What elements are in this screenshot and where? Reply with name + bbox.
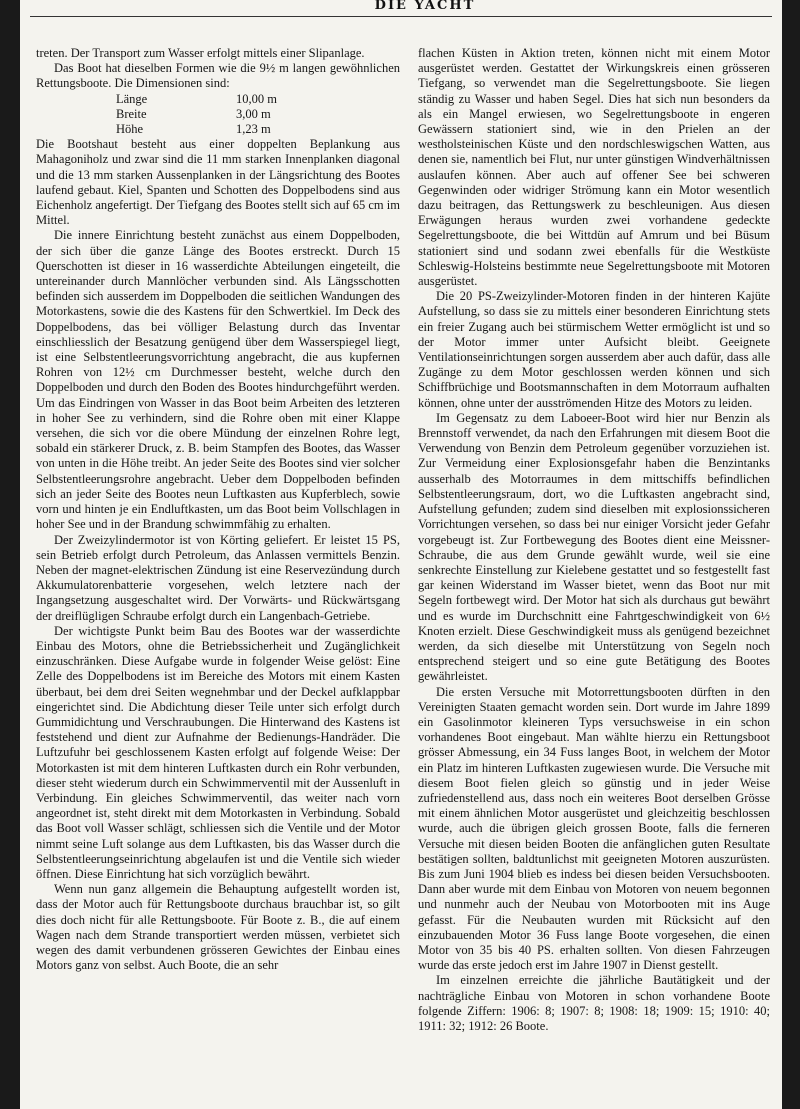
right-paragraph-4: Die ersten Versuche mit Motorrettungsbooten dürften in den Vereinigten Staaten gemacht worden sein. Dort wurde im Jahre 1899 ein Gasolinmotor kleineren Typs versuchsweise in ein schon vorhandenes Boot eingebaut. Man wählte hierzu ein Rettungsboot grösser Abmessung, ein 34 Fuss langes Boot, in welchem der Motor ein Platz im hinteren Luftkasten zugewiesen wurde. Die Versuche mit diesem Boot fielen gleich so günstig und in jeder Weise zufriedenstellend aus, dass noch ein weiteres Boot derselben Grösse mit einem ähnlichen Motor ausgerüstet und gleichzeitig beschlossen wurde, auch die übrigen gleich grossen Boote, falls die ferneren Versuche mit diesen beiden Booten die anfänglichen guten Resultate bestätigen sollten, baldtunlichst mit geeigneten Motoren auszurüsten. Bis zum Juni 1904 blieb es indess bei diesen beiden Versuchsbooten. Dann aber wurde mit dem Einbau von Motoren von neuem begonnen und nunmehr auch der Neubau von Motorbooten mit ins Auge gefasst. Für die Neubauten wurden mit Rücksicht auf den einzubauenden Motor 36 Fuss lange Boote vorgesehen, die einen Motor von 35 bis 40 PS. erhalten sollten. Von diesen Fahrzeugen wurde das erste jedoch erst im Jahre 1907 in Dienst gestellt. xyxy=(418,684,770,973)
dimension-value: 3,00 m xyxy=(236,106,271,121)
dimension-label: Breite xyxy=(116,106,147,121)
left-column xyxy=(36,46,400,973)
left-paragraph-3: Die Bootshaut besteht aus einer doppelten Beplankung aus Mahagoniholz und zwar sind die 11 mm starken Innenplanken diagonal und die 13 mm starken Aussenplanken in der Längsrichtung des Bootes laufend gebaut. Kiel, Spanten und Schotten des Doppelbodens sind aus Eichenholz angefertigt. Der Tiefgang des Bootes stellt sich auf 65 cm im Mittel. xyxy=(36,137,400,228)
left-paragraph-2: Das Boot hat dieselben Formen wie die 9½ m langen gewöhnlichen Rettungsboote. Die Dimensionen sind: xyxy=(36,61,400,91)
header-rule xyxy=(30,16,772,17)
dimension-row xyxy=(116,92,277,107)
right-paragraph-5: Im einzelnen erreichte die jährliche Bautätigkeit und der nachträgliche Einbau von Motoren in schon vorhandene Boote folgende Ziffern: 1906: 8; 1907: 8; 1908: 18; 1909: 15; 1910: 40; 1911: 32; 1912: 26 Boote. xyxy=(418,973,770,1033)
left-paragraph-4: Die innere Einrichtung besteht zunächst aus einem Doppelboden, der sich über die ganze Länge des Bootes erstreckt. Durch 15 Querschotten ist dieser in 16 wasserdichte Abteilungen eingeteilt, die untereinander durch Mannlöcher verbunden sind. Als Längsschotten befinden sich ausserdem im Doppelboden die seitlichen Wandungen des Motorkastens, sowie die des Kastens für den Schwertkiel. Im Deck des Doppelbodens, das bei völliger Belastung durch das Inventar einschliesslich der Besatzung genügend über dem Wasserspiegel liegt, ist eine Selbstentleerungsvorrichtung angebracht, die aus kupfernen Rohren von 12½ cm Durchmesser besteht, welche durch den Doppelboden und durch den Boden des Bootes hindurchgeführt werden. Um das Eindringen von Wasser in das Boot beim Arbeiten des letzteren in hoher See zu verhindern, sind die Rohre oben mit einer Klappe versehen, die sich vor die obere Mündung der einzelnen Rohre legt, sobald ein stärkerer Druck, z. B. beim Stampfen des Bootes, das Wasser von unten in die Höhe treibt. An jeder Seite des Bootes sind vier solcher Selbstentleerungsrohre angebracht. Ueber dem Doppelboden befinden sich an jeder Seite des Bootes neun Luftkasten aus Kupferblech, sowie vorn und hinten je ein Endluftkasten, um das Boot beim Vollschlagen in hoher See und in der Brandung schwimmfähig zu erhalten. xyxy=(36,228,400,532)
right-column xyxy=(418,46,770,1034)
left-paragraph-6: Der wichtigste Punkt beim Bau des Bootes war der wasserdichte Einbau des Motors, ohne die Betriebssicherheit und Zugänglichkeit einzuschränken. Diese Aufgabe wurde in folgender Weise gelöst: Eine Zelle des Doppelbodens ist im Bereiche des Motors mit einem Kasten überbaut, bei dem drei Seiten wegnehmbar und der Deckel aufklappbar eingerichtet sind. Die Abdichtung dieser Teile unter sich erfolgt durch Gummidichtung und Verschraubungen. Die Hinterwand des Kastens ist feststehend und dient zur Aufnahme der Bedienungs-Handräder. Die Luftzufuhr bei geschlossenem Kasten erfolgt auf folgende Weise: Der Motorkasten ist mit dem hinteren Luftkasten durch ein Rohr verbunden, dieser steht wiederum durch ein Schwimmerventil mit der Aussenluft in Verbindung. Ein gleiches Schwimmerventil, das weiter nach vorn angeordnet ist, steht direkt mit dem Motorkasten in Verbindung. Sobald das Boot voll Wasser schlägt, schliessen sich die Ventile und der Motor nimmt seine Luft solange aus dem Luftkasten, bis das Wasser durch die Selbstentleerungseinrichtung abgelaufen ist und die Ventile sich wieder öffnen. Diese Einrichtung hat sich vorzüglich bewährt. xyxy=(36,623,400,881)
dimension-label: Länge xyxy=(116,91,148,106)
left-paragraph-7: Wenn nun ganz allgemein die Behauptung aufgestellt worden ist, dass der Motor auch für Rettungsboote durchaus brauchbar ist, so gilt dies doch nicht für alle Rettungsboote. Für Boote z. B., die auf einem Wagen nach dem Strande transportiert werden müssen, verbietet sich wegen des damit verbundenen grösseren Gewichtes der Einbau eines Motors ganz von selbst. Auch Boote, die an sehr xyxy=(36,882,400,973)
dimension-row xyxy=(116,107,277,122)
dimension-value: 10,00 m xyxy=(236,91,277,106)
left-paragraph-5: Der Zweizylindermotor ist von Körting geliefert. Er leistet 15 PS, sein Betrieb erfolgt durch Petroleum, das Anlassen vermittels Benzin. Neben der magnet-elektrischen Zündung ist eine Reservezündung durch Akkumulatorenbatterie vorgesehen, welch letztere nach der Ingangsetzung ausgeschaltet wird. Der Vorwärts- und Rückwärtsgang der dreiflügligen Schraube erfolgt durch ein Langenbach-Getriebe. xyxy=(36,532,400,623)
dimensions-table xyxy=(116,92,277,138)
dimension-label: Höhe xyxy=(116,122,144,137)
right-paragraph-2: Die 20 PS-Zweizylinder-Motoren finden in der hinteren Kajüte Aufstellung, so dass sie zu mittels einer besonderen Einrichtung stets ein freier Zugang auch bei stürmischem Wetter ermöglicht ist und so der Motor immer unter Aufsicht bleibt. Geeignete Ventilationseinrichtungen sorgen ausserdem aber auch dafür, dass alle Zugänge zu dem Motor geschlossen werden können und sich Schiffbrüchige und Bootsmannschaften in dem Motorraum aufhalten können, ohne unter der ausströmenden Hitze des Motors zu leiden. xyxy=(418,289,770,410)
scanned-page xyxy=(20,0,782,1109)
right-paragraph-1: flachen Küsten in Aktion treten, können nicht mit einem Motor ausgerüstet werden. Gestattet der Wirkungskreis einen grösseren Tiefgang, so verwendet man die Segelrettungsboote. Sie liegen ständig zu Wasser und haben Segel. Dies hat sich nun besonders da als ein Mangel erwiesen, wo Segelrettungsboote in engeren Gewässern stationiert sind, wie in den Prielen an der westholsteinischen Küste und den nordschleswigschen Watten, aus denen sie, namentlich bei Flut, nur unter günstigen Windverhältnissen auslaufen können. Aber auch auf offener See bei schweren Gegenwinden oder widriger Strömung kann ein Motor wesentlich dazu beitragen, das Rettungswerk zu beschleunigen. Aus diesen Erwägungen heraus wurden zwei vorhandene gedeckte Segelrettungsboote, die bei Wittdün auf Amrum und bei Büsum stationiert sind und sodann zwei ebenfalls für die Westküste Schleswig-Holsteins bestimmte neue Segelrettungsboote mit Motoren ausgerüstet. xyxy=(418,46,770,289)
dimension-value: 1,23 m xyxy=(236,122,271,137)
running-head-title: DIE YACHT xyxy=(374,0,476,13)
dimension-row xyxy=(116,122,277,137)
left-paragraph-1: treten. Der Transport zum Wasser erfolgt mittels einer Slipanlage. xyxy=(36,46,365,60)
right-paragraph-3: Im Gegensatz zu dem Laboeer-Boot wird hier nur Benzin als Brennstoff verwendet, da nach den Erfahrungen mit diesem Boot die Verwendung von Benzin dem Petroleum gegenüber vorzuziehen ist. Zur Vermeidung einer Explosionsgefahr haben die Benzintanks ausserhalb des Motorraumes in dem mittschiffs befindlichen Selbstentleerungsraum, dort, wo die Luftkasten angebracht sind, Aufstellung gefunden; zudem sind dieselben mit explosionssicheren Vorrichtungen versehen, so dass bei nur einiger Vorsicht jeder Gefahr vorgebeugt ist. Zur Fortbewegung des Bootes dient eine Meissner-Schraube, die aus dem Grunde gewählt wurde, weil sie eine senkrechte Einstellung zur Kielebene gestattet und so festgestellt fast gar keinen Widerstand im Wasser bietet, wenn das Boot nur mit Segeln fortbewegt wird. Der Motor hat sich als durchaus gut bewährt und es wurde im Durchschnitt eine Fahrtgeschwindigkeit von 6½ Knoten erzielt. Diese Geschwindigkeit muss als genügend bezeichnet werden, da sich dieselbe mit Unterstützung von Segeln noch entsprechend steigert und so eine gute Betätigung des Bootes gewährleistet. xyxy=(418,410,770,684)
